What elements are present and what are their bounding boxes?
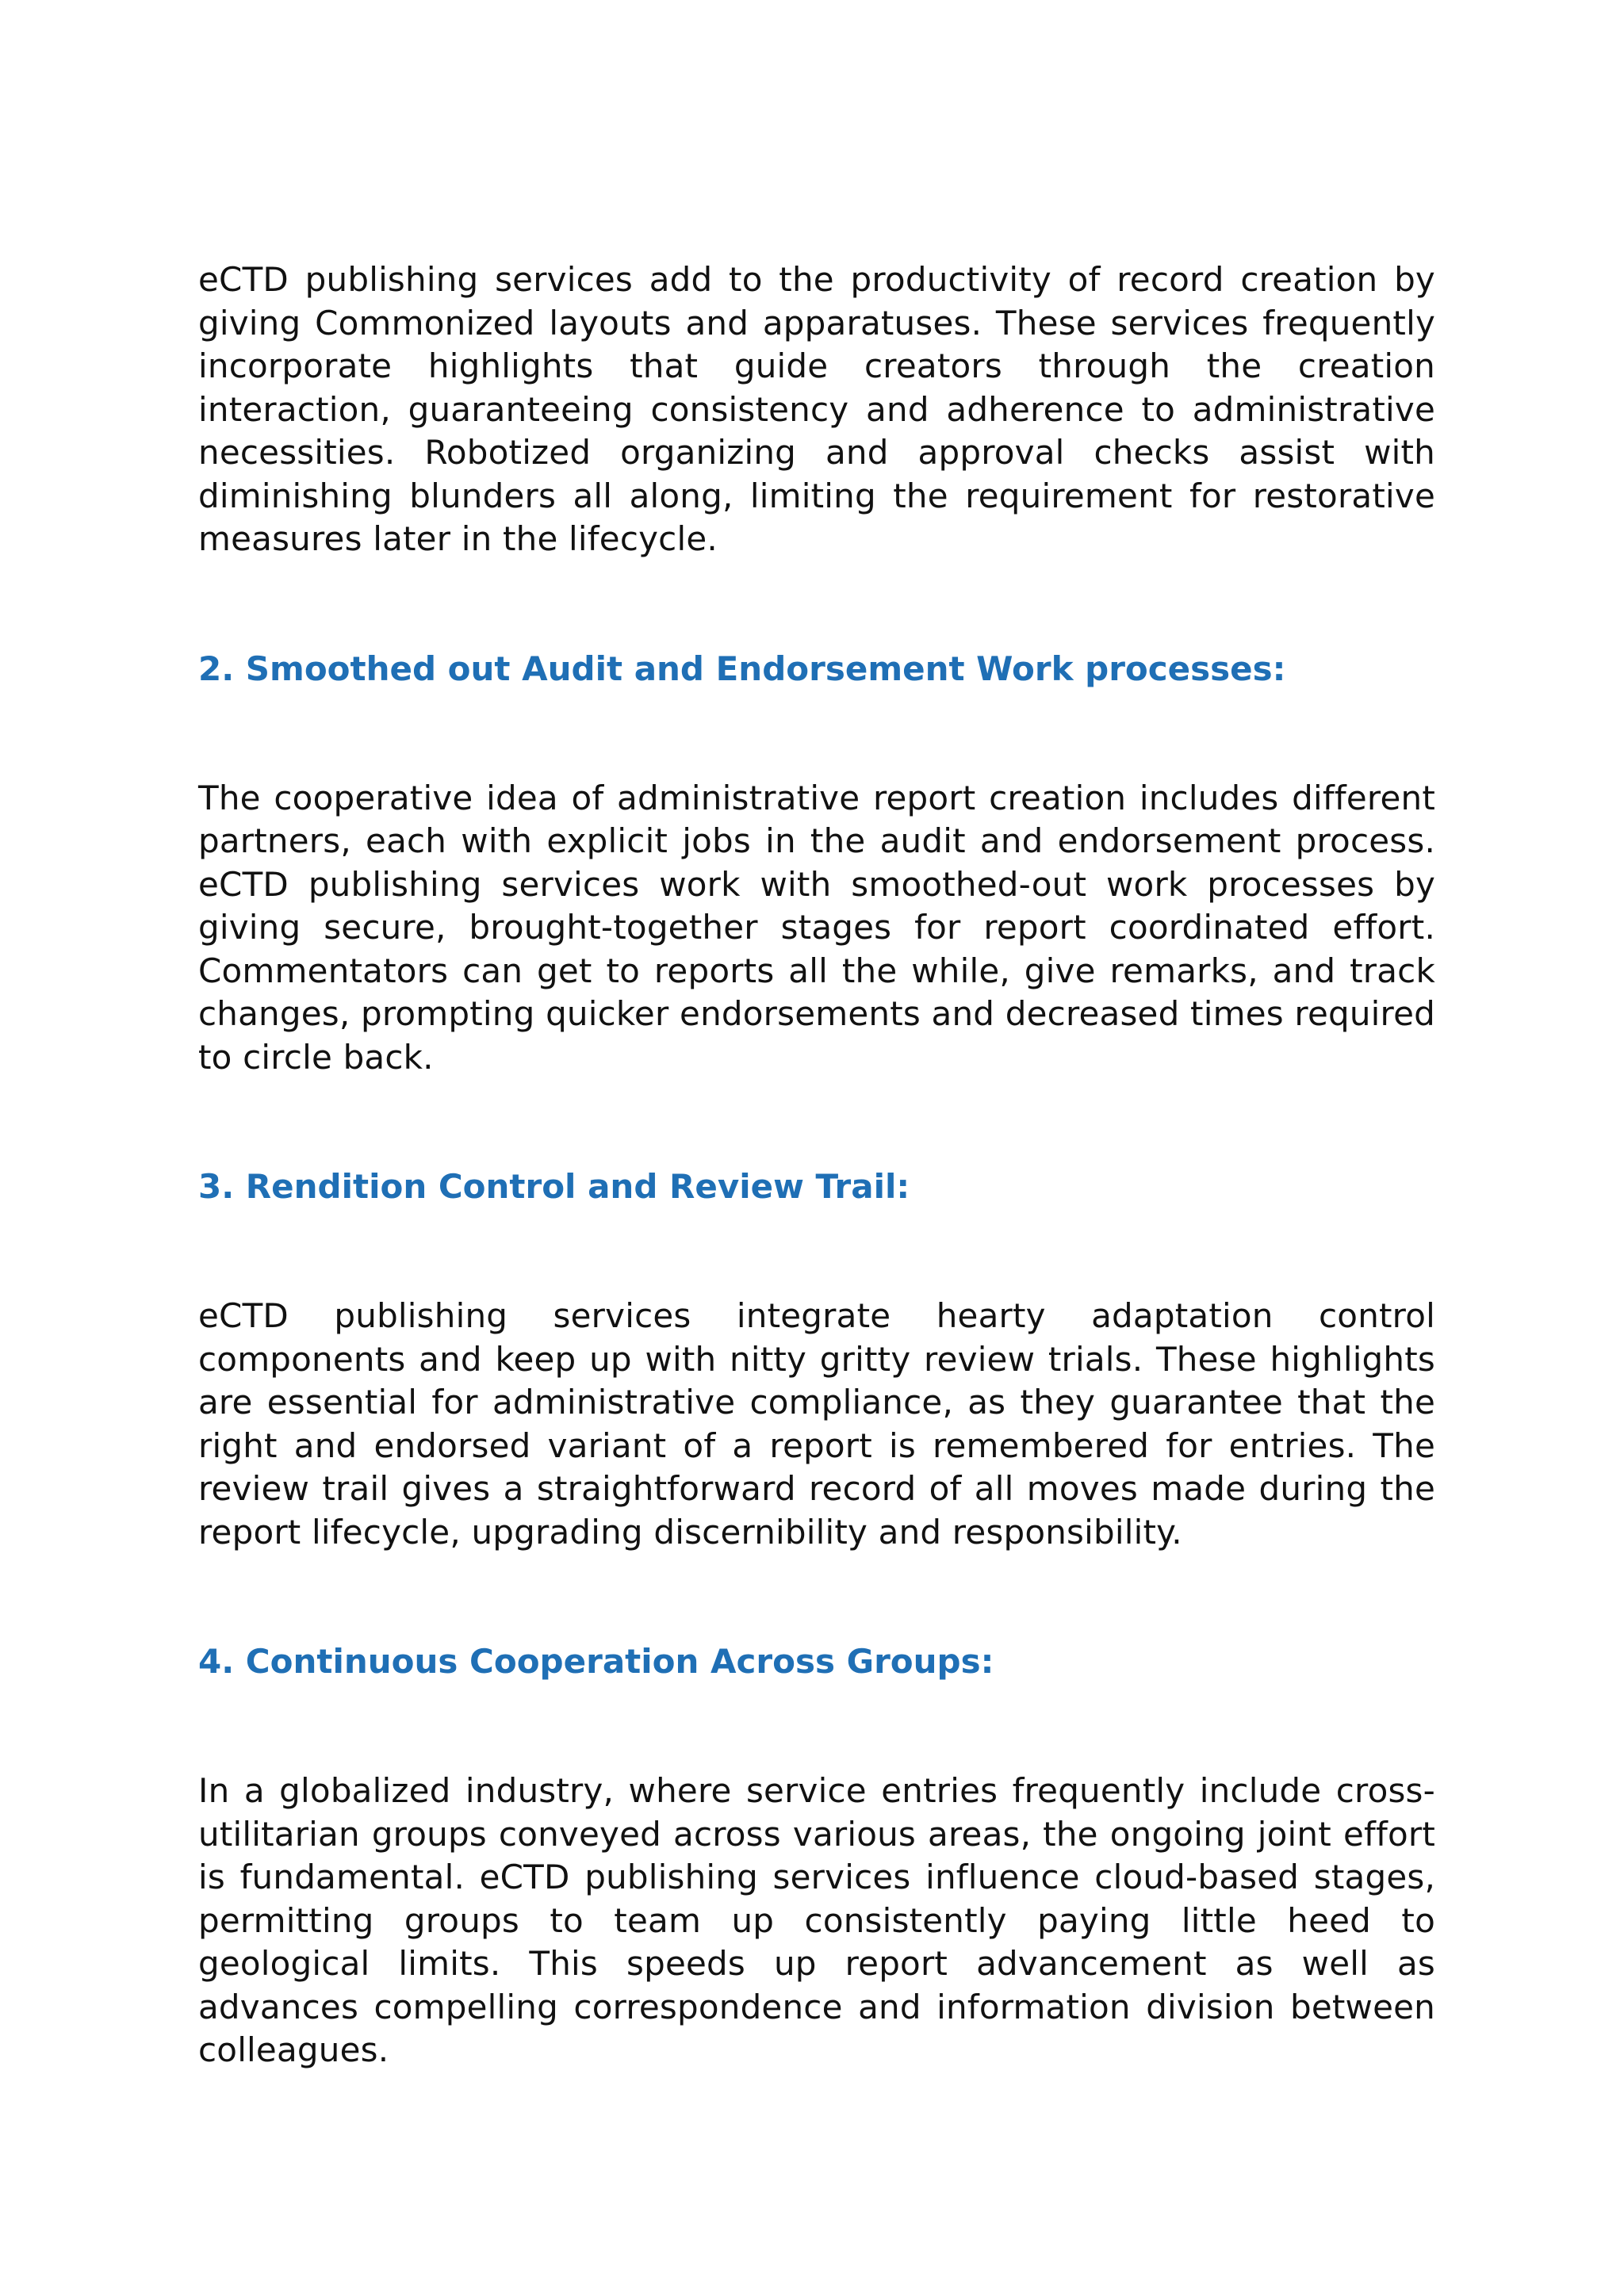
section-paragraph-3: eCTD publishing services integrate hearty adaptation control components and keep up with nitty gritty review trials. These highlights are essential for administrative compliance, as they guarantee that the right and endorsed variant of a report is remembered for entries. The review trail gives a straightforward record of all moves made during the report lifecycle, upgrading discernibility and responsibility. (198, 1296, 1435, 1552)
spacer (198, 1554, 1435, 1640)
spacer (198, 1079, 1435, 1165)
section-heading-2: 2. Smoothed out Audit and Endorsement Work processes: (198, 649, 1286, 688)
section-heading-3: 3. Rendition Control and Review Trail: (198, 1167, 910, 1206)
spacer (198, 1683, 1435, 1770)
document-body (198, 258, 1435, 2072)
intro-paragraph: eCTD publishing services add to the productivity of record creation by giving Commonized layouts and apparatuses. These services frequently incorporate highlights that guide creators through the creation interaction, guaranteeing consistency and adherence to administrative necessities. Robotized organizing and approval checks assist with diminishing blunders all along, limiting the requirement for restorative measures later in the lifecycle. (198, 260, 1435, 558)
section-paragraph-2: The cooperative idea of administrative report creation includes different partners, each with explicit jobs in the audit and endorsement process. eCTD publishing services work with smoothed-out work processes by giving secure, brought-together stages for report coordinated effort. Commentators can get to reports all the while, give remarks, and track changes, prompting quicker endorsements and decreased times required to circle back. (198, 778, 1435, 1077)
section-paragraph-4: In a globalized industry, where service entries frequently include cross-utilitarian groups conveyed across various areas, the ongoing joint effort is fundamental. eCTD publishing services influence cloud-based stages, permitting groups to team up consistently paying little heed to geological limits. This speeds up report advancement as well as advances compelling correspondence and information division between colleagues. (198, 1771, 1435, 2069)
spacer (198, 691, 1435, 777)
section-heading-4: 4. Continuous Cooperation Across Groups: (198, 1642, 994, 1681)
spacer (198, 1208, 1435, 1295)
spacer (198, 561, 1435, 648)
